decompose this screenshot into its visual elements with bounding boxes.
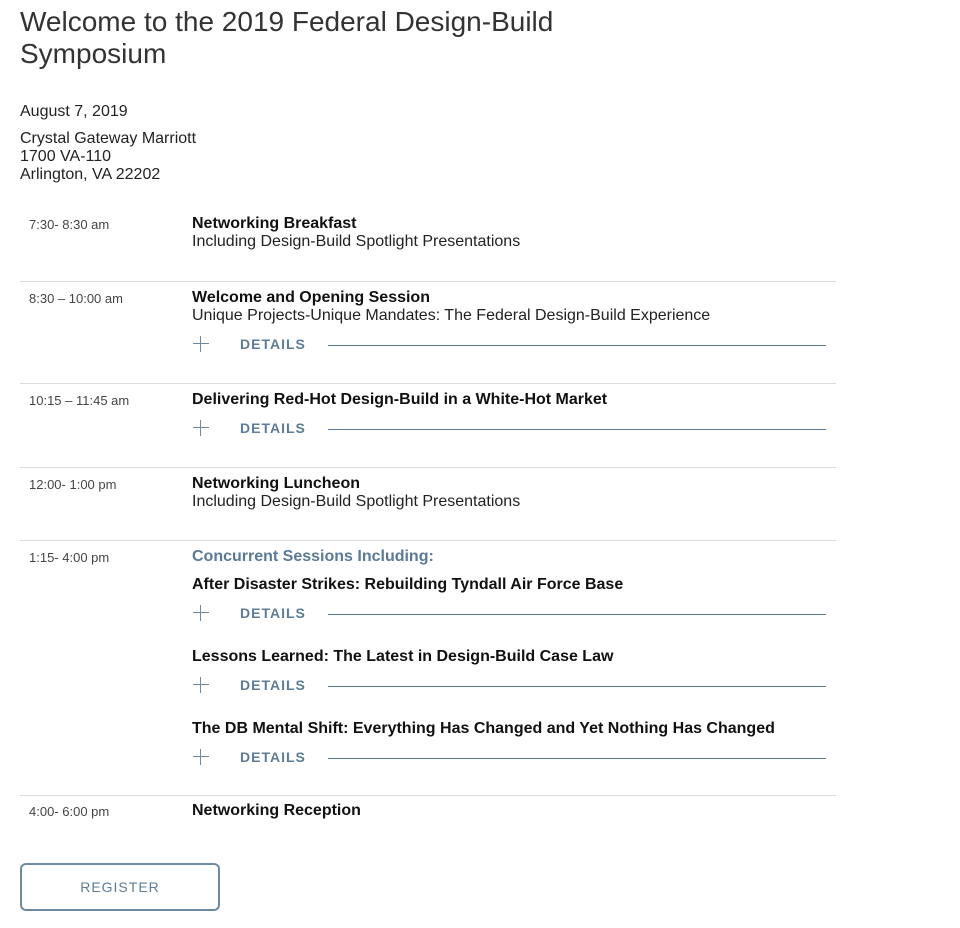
plus-icon[interactable] [193, 336, 209, 352]
details-divider [328, 758, 826, 759]
session-subtitle: Unique Projects-Unique Mandates: The Federal Design-Build Experience [192, 307, 711, 324]
concurrent-sessions-heading: Concurrent Sessions Including: [192, 548, 434, 565]
session-title: Networking Luncheon [192, 475, 360, 492]
agenda-row-networking-breakfast [20, 208, 836, 282]
agenda-time: 1:15- 4:00 pm [29, 550, 110, 565]
details-divider [328, 614, 826, 615]
agenda-time: 8:30 – 10:00 am [29, 291, 123, 306]
session-title: Welcome and Opening Session [192, 289, 430, 306]
details-label[interactable]: DETAILS [240, 749, 306, 765]
session-title: Networking Reception [192, 802, 361, 819]
agenda-row-concurrent-sessions [20, 541, 836, 796]
details-label[interactable]: DETAILS [240, 605, 306, 621]
details-divider [328, 345, 826, 346]
agenda-row-opening-session [20, 282, 836, 384]
register-button[interactable]: REGISTER [20, 863, 220, 911]
session-title: Lessons Learned: The Latest in Design-Build Case Law [192, 648, 614, 665]
details-label[interactable]: DETAILS [240, 420, 306, 436]
details-label[interactable]: DETAILS [240, 336, 306, 352]
session-subtitle: Including Design-Build Spotlight Presentations [192, 493, 521, 510]
agenda-time: 10:15 – 11:45 am [29, 393, 130, 408]
page-title: Welcome to the 2019 Federal Design-Build Symposium [20, 6, 554, 69]
plus-icon[interactable] [193, 749, 209, 765]
details-divider [328, 429, 826, 430]
sub-session-tyndall [192, 576, 826, 622]
details-toggle[interactable] [192, 419, 826, 437]
event-date: August 7, 2019 [20, 103, 128, 120]
session-title: Networking Breakfast [192, 215, 357, 232]
venue-name: Crystal Gateway Marriott [20, 130, 197, 147]
plus-icon[interactable] [193, 677, 209, 693]
session-subtitle: Including Design-Build Spotlight Presentations [192, 233, 521, 250]
sub-session-mental-shift [192, 720, 826, 766]
details-toggle[interactable] [192, 676, 826, 694]
details-toggle[interactable] [192, 604, 826, 622]
agenda-list [20, 208, 836, 836]
details-divider [328, 686, 826, 687]
session-title: Delivering Red-Hot Design-Build in a White-Hot Market [192, 391, 608, 408]
details-label[interactable]: DETAILS [240, 677, 306, 693]
agenda-time: 12:00- 1:00 pm [29, 477, 117, 492]
details-toggle[interactable] [192, 748, 826, 766]
plus-icon[interactable] [193, 420, 209, 436]
session-title: The DB Mental Shift: Everything Has Changed and Yet Nothing Has Changed [192, 720, 775, 737]
venue-street: 1700 VA-110 [20, 148, 112, 165]
plus-icon[interactable] [193, 605, 209, 621]
venue-address [20, 130, 196, 184]
sub-session-case-law [192, 648, 826, 694]
agenda-time: 7:30- 8:30 am [29, 217, 110, 232]
agenda-row-red-hot-design-build [20, 384, 836, 468]
agenda-row-networking-reception [20, 796, 836, 836]
agenda-row-networking-luncheon [20, 468, 836, 541]
session-title: After Disaster Strikes: Rebuilding Tyndall Air Force Base [192, 576, 624, 593]
venue-city: Arlington, VA 22202 [20, 166, 161, 183]
agenda-time: 4:00- 6:00 pm [29, 804, 110, 819]
details-toggle[interactable] [192, 335, 826, 353]
